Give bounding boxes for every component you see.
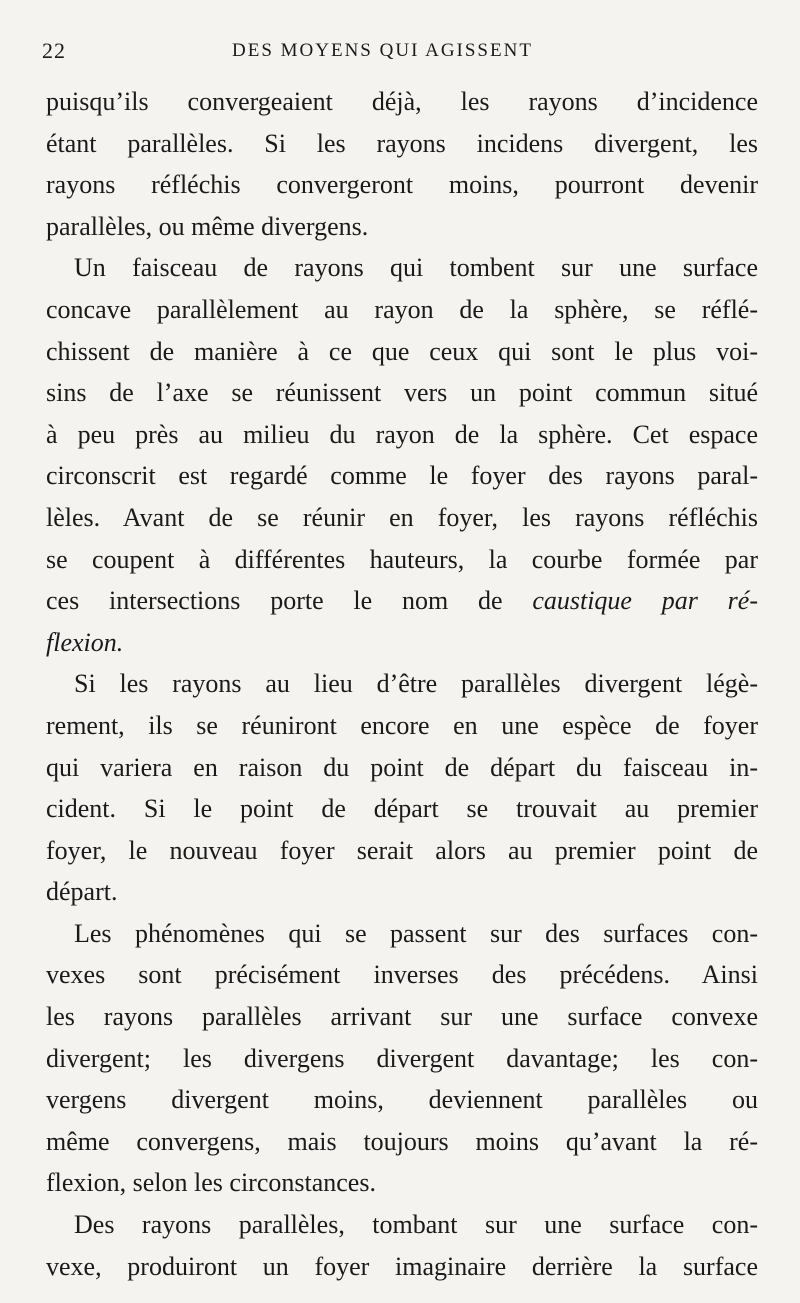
text-line: Les phénomènes qui se passent sur des surfaces con- (74, 918, 758, 948)
page-header (42, 38, 762, 68)
text-line: sins de l’axe se réunissent vers un point commun situé (46, 378, 758, 408)
text-line (46, 622, 758, 664)
text-line: se coupent à différentes hauteurs, la courbe formée par (46, 544, 758, 574)
text-line: foyer, le nouveau foyer serait alors au premier point de (46, 835, 758, 865)
running-head: DES MOYENS QUI AGISSENT (232, 40, 533, 61)
paragraph-5 (46, 1204, 758, 1287)
text-line: vergens divergent moins, deviennent parallèles ou (46, 1085, 758, 1115)
text-line: Un faisceau de rayons qui tombent sur une surface (74, 253, 758, 283)
paragraph-2 (46, 247, 758, 663)
text-line: concave parallèlement au rayon de la sphère, se réflé- (46, 294, 758, 324)
text-segment: ces intersections porte le nom de (46, 586, 503, 616)
text-line: les rayons parallèles arrivant sur une surface convexe (46, 1002, 758, 1032)
text-line: qui variera en raison du point de départ du faisceau in- (46, 752, 758, 782)
italic-term: caustique par ré- (532, 586, 758, 616)
text-line: circonscrit est regardé comme le foyer des rayons paral- (46, 461, 758, 491)
text-line: départ. (46, 877, 118, 907)
text-line: rayons réfléchis convergeront moins, pourront devenir (46, 170, 758, 200)
text-line: cident. Si le point de départ se trouvait au premier (46, 794, 758, 824)
text-line: vexe, produiront un foyer imaginaire derrière la surface (46, 1251, 758, 1281)
text-line-with-term (46, 580, 758, 622)
text-line: étant parallèles. Si les rayons incidens divergent, les (46, 128, 758, 158)
text-line: lèles. Avant de se réunir en foyer, les rayons réfléchis (46, 502, 758, 532)
text-line: flexion, selon les circonstances. (46, 1168, 376, 1198)
italic-term: flexion. (46, 627, 124, 657)
text-line: même convergens, mais toujours moins qu’avant la ré- (46, 1126, 758, 1156)
text-line: Des rayons parallèles, tombant sur une surface con- (74, 1210, 758, 1240)
text-line: rement, ils se réuniront encore en une espèce de foyer (46, 710, 758, 740)
text-line: Si les rayons au lieu d’être parallèles divergent légè- (74, 669, 758, 699)
paragraph-3 (46, 663, 758, 913)
paragraph-1 (46, 81, 758, 247)
page-number: 22 (42, 38, 66, 63)
text-line: chissent de manière à ce que ceux qui sont le plus voi- (46, 336, 758, 366)
text-line: vexes sont précisément inverses des précédens. Ainsi (46, 960, 758, 990)
body-text (46, 81, 758, 1287)
text-line: divergent; les divergens divergent davantage; les con- (46, 1043, 758, 1073)
text-line: parallèles, ou même divergens. (46, 211, 369, 241)
text-line: à peu près au milieu du rayon de la sphère. Cet espace (46, 419, 758, 449)
paragraph-4 (46, 913, 758, 1204)
text-line: puisqu’ils convergeaient déjà, les rayons d’incidence (46, 87, 758, 116)
